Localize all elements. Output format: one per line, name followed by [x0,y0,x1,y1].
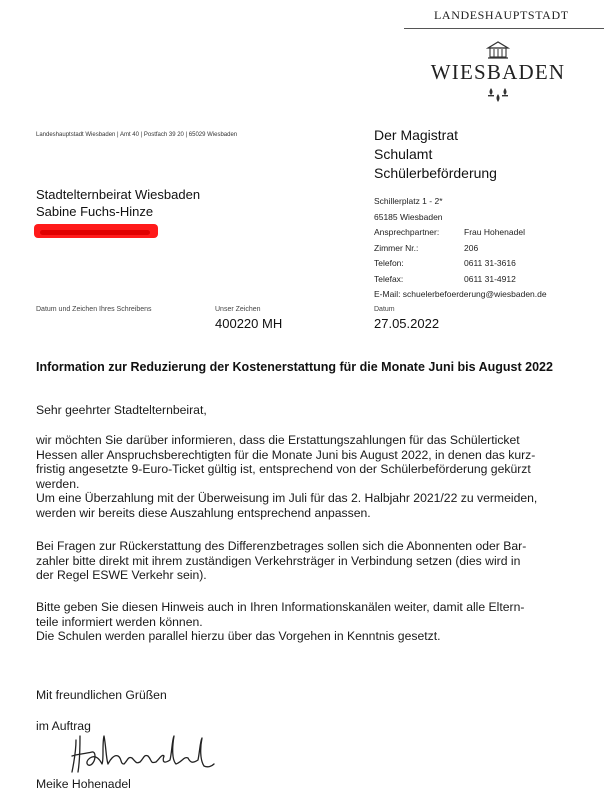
header-rule [404,28,604,29]
office-line-schulamt: Schulamt [374,146,433,162]
body-line: wir möchten Sie darüber informieren, dass die Erstattungszahlungen für das Schülerticket [36,433,520,447]
closing [36,688,586,703]
body-line: der Regel ESWE Verkehr sein). [36,568,207,582]
date-label: Datum [374,306,395,313]
your-reference-label: Datum und Zeichen Ihres Schreibens [36,306,152,313]
city-header-label: LANDESHAUPTSTADT [434,8,569,22]
contact-label: Ansprechpartner: [374,227,440,237]
contact-value: 0611 31-4912 [464,273,516,284]
contact-value: 0611 31-3616 [464,258,516,268]
body-line: werden wir bereits diese Auszahlung entsprechend anpassen. [36,505,371,520]
contact-row [374,241,547,257]
body-line: Bei Fragen zur Rückerstattung des Differenzbetrages sollen sich die Abonnenten oder Bar- [36,539,527,553]
contact-row [374,272,547,288]
office-line-magistrat: Der Magistrat [374,127,459,143]
body-line: fristig angesetzte 9-Euro-Ticket gültig ist, entsprechend von der Schülerbeförderung gekürzt [36,462,531,476]
letter-date: 27.05.2022 [374,316,440,331]
contact-row [374,225,547,241]
handwritten-signature [66,730,216,776]
body-line: Hessen aller Anspruchsberechtigten für die Monate Juni bis August 2022, in denen das kurz- [36,447,536,462]
contact-label: Telefon: [374,258,404,268]
town-hall-crest-icon [486,40,510,60]
body-line: zahler bitte direkt mit ihrem zuständigen Verkehrsträger in Verbindung setzen (dies wird in [36,553,521,568]
contact-email: E-Mail: schuelerbefoerderung@wiesbaden.de [374,289,547,299]
logo-wordmark: WIESBADEN [430,60,566,84]
paragraph-forwarding [36,600,586,644]
signer [36,777,586,792]
office-line-department: Schülerbeförderung [374,165,497,181]
body-line: Bitte geben Sie diesen Hinweis auch in Ihren Informationskanälen weiter, damit alle Eltern- [36,600,525,614]
paragraph-reimbursement [36,433,586,520]
office-city: 65185 Wiesbaden [374,211,443,222]
sender-return-address: Landeshauptstadt Wiesbaden | Amt 40 | Postfach 39 20 | 65029 Wiesbaden [36,132,238,138]
fleur-de-lis-icon [482,86,514,104]
salutation-text: Sehr geehrter Stadtelternbeirat, [36,403,207,417]
body-line: Um eine Überzahlung mit der Überweisung im Juli für das 2. Halbjahr 2021/22 zu vermeiden, [36,491,538,505]
signer-name: Meike Hohenadel [36,777,131,791]
on-behalf-text: im Auftrag [36,719,91,733]
recipient-address [36,186,200,220]
salutation [36,403,586,418]
body-line: teile informiert werden können. [36,614,203,629]
our-reference-value: 400220 MH [215,316,283,331]
office-street: Schillerplatz 1 - 2* [374,196,443,206]
recipient-name: Sabine Fuchs-Hinze [36,204,154,219]
office-block [374,126,497,183]
body-line: werden. [36,476,80,491]
contact-label: Zimmer Nr.: [374,242,419,253]
contact-row [374,256,547,272]
paragraph-questions [36,539,586,583]
body-line: Die Schulen werden parallel hierzu über das Vorgehen in Kenntnis gesetzt. [36,629,441,643]
contact-value: Frau Hohenadel [464,227,525,237]
contact-value: 206 [464,242,479,253]
recipient-organization: Stadtelternbeirat Wiesbaden [36,187,201,202]
letter-subject: Information zur Reduzierung der Kostenerstattung für die Monate Juni bis August 2022 [36,360,553,374]
wiesbaden-logo [428,40,568,100]
our-reference-label: Unser Zeichen [215,306,261,313]
redaction-mark-inner [40,230,150,235]
contact-details [374,194,547,303]
contact-label: Telefax: [374,273,404,284]
closing-text: Mit freundlichen Grüßen [36,688,167,702]
